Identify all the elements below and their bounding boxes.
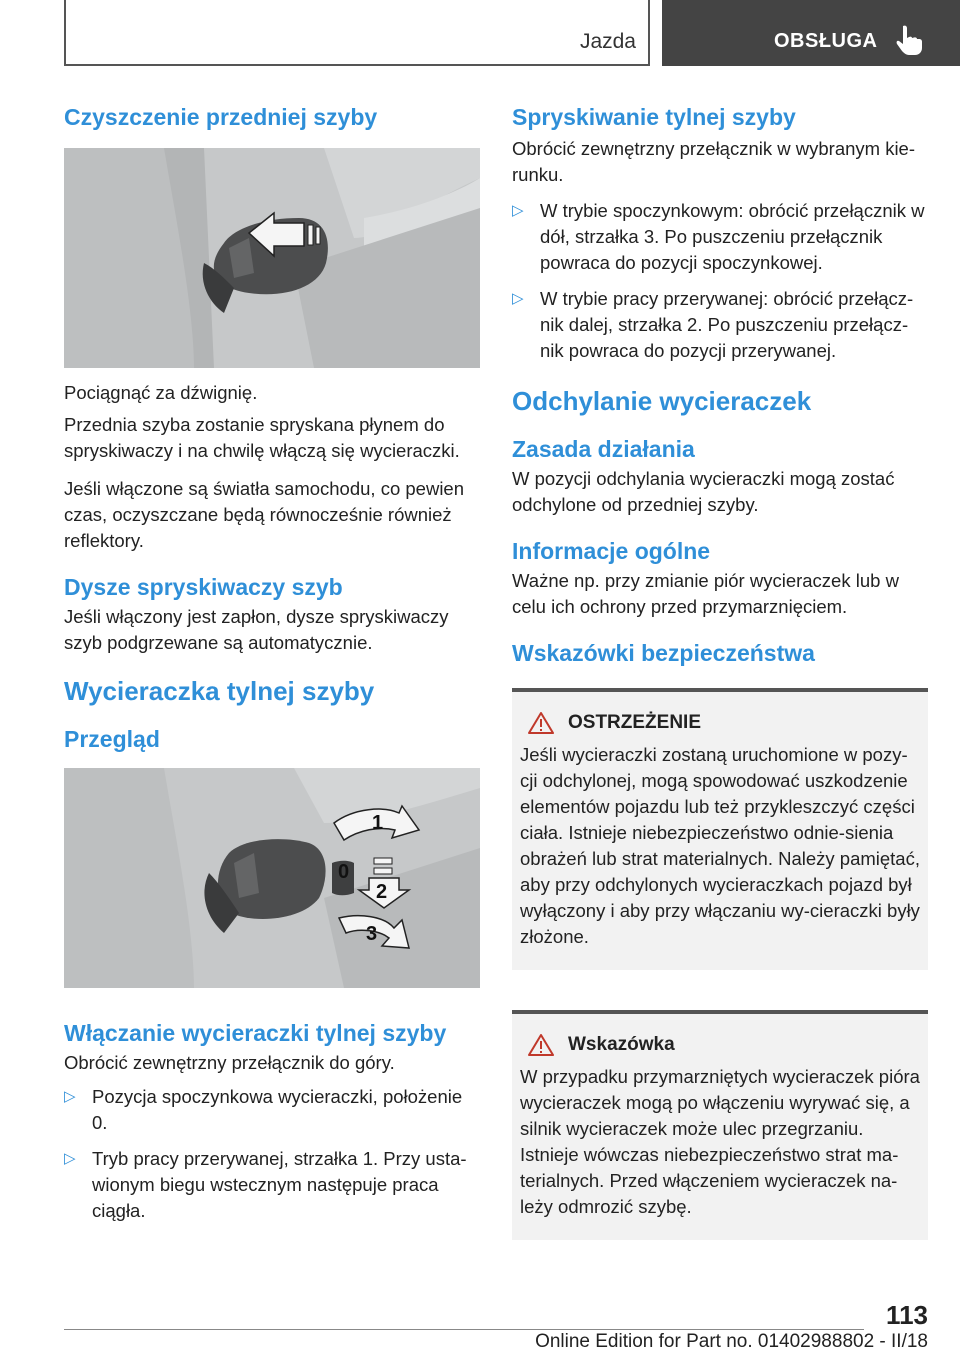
heading-principle: Zasada działania — [512, 436, 695, 462]
figure-rear-wiper-switch — [64, 768, 480, 988]
heading-safety-notes: Wskazówki bezpieczeństwa — [512, 640, 815, 666]
heading-washer-nozzles: Dysze spryskiwaczy szyb — [64, 574, 343, 600]
list-item: ▷ W trybie pracy przerywanej: obrócić przełącz-nik dalej, strzałka 2. Po puszczeniu przełącz-nik powraca do pozycji przerywanej. — [512, 288, 914, 361]
figure-label-1: 1 — [372, 812, 384, 834]
note-title: Wskazówka — [520, 1032, 920, 1058]
list-item: ▷ Pozycja spoczynkowa wycieraczki, położenie 0. — [64, 1086, 463, 1133]
paragraph-rear-window-spray: Obrócić zewnętrzny przełącznik w wybranym kie-runku. — [512, 138, 916, 185]
paragraph-nozzles: Jeśli włączony jest zapłon, dysze spryskiwaczy szyb podgrzewane są automatycznie. — [64, 606, 449, 653]
figure-label-3: 3 — [366, 923, 378, 945]
edition-note: Online Edition for Part no. 01402988802 - II/18 — [535, 1331, 928, 1352]
wiper-stalk-pull-illustration — [64, 148, 480, 368]
footer-rule — [64, 1329, 864, 1330]
paragraph-pull-lever: Pociągnąć za dźwignię. — [64, 382, 258, 403]
triangle-bullet-icon: ▷ — [64, 1150, 76, 1167]
figure-label-2: 2 — [376, 881, 388, 903]
heading-general-info: Informacje ogólne — [512, 538, 711, 564]
figure-label-0: 0 — [338, 861, 350, 883]
list-rear-wiper-modes — [64, 1084, 482, 1224]
heading-enable-rear-wiper: Włączanie wycieraczki tylnej szyby — [64, 1020, 447, 1046]
list-item: ▷ Tryb pracy przerywanej, strzałka 1. Przy usta-wionym biegu wstecznym następuje praca ciągła. — [64, 1148, 467, 1221]
header-rule-right — [648, 0, 650, 66]
note-box — [512, 1010, 928, 1240]
heading-rear-window-spray: Spryskiwanie tylnej szyby — [512, 104, 796, 130]
heading-overview: Przegląd — [64, 726, 160, 752]
left-column — [64, 100, 482, 1224]
warning-triangle-icon — [528, 1033, 554, 1057]
header-chapter-label: OBSŁUGA — [774, 30, 878, 52]
right-column — [512, 100, 930, 1240]
paragraph-general-info: Ważne np. przy zmianie piór wycieraczek lub w celu ich ochrony przed przymarznięciem. — [512, 570, 899, 617]
warning-text: Jeśli wycieraczki zostaną uruchomione w pozy-cji odchylonej, mogą spowodować uszkodzenie elementów pojazdu lub też przykleszczyć części ciała. Istnieje niebezpieczeństwo odnie-sienia obrażeń lub strat materialnych. Należy pamiętać, aby przy odchylonych wycieraczkach pojazd był wyłączony i aby przy włączaniu wy-cieraczki były złożone. — [520, 744, 920, 947]
header-chapter-tab[interactable] — [662, 0, 960, 66]
warning-triangle-icon — [528, 711, 554, 735]
header-section-title: Jazda — [579, 30, 636, 53]
paragraph-principle: W pozycji odchylania wycieraczki mogą zostać odchylone od przedniej szyby. — [512, 468, 895, 515]
triangle-bullet-icon: ▷ — [512, 290, 524, 307]
warning-box — [512, 688, 928, 970]
rear-wiper-switch-illustration — [64, 768, 480, 988]
page-number: 113 — [886, 1300, 928, 1330]
warning-title: OSTRZEŻENIE — [520, 710, 920, 736]
list-item: ▷ W trybie spoczynkowym: obrócić przełącznik w dół, strzałka 3. Po puszczeniu przełącznik powraca do pozycji spoczynkowej. — [512, 200, 925, 273]
figure-wiper-stalk-pull — [64, 148, 480, 368]
paragraph-enable-rear-wiper: Obrócić zewnętrzny przełącznik do góry. — [64, 1052, 395, 1073]
heading-tilt-wipers: Odchylanie wycieraczek — [512, 386, 812, 416]
note-text: W przypadku przymarzniętych wycieraczek pióra wycieraczek mogą po włączeniu wyrywać się, a silnik wycieraczek może ulec przegrzaniu. Istnieje wówczas niebezpieczeństwo strat ma-terialnych. Przed włączeniem wycieraczek na-leży odmrozić szybę. — [520, 1066, 920, 1217]
triangle-bullet-icon: ▷ — [64, 1088, 76, 1105]
header-rule-bottom — [64, 64, 650, 66]
list-rear-spray-modes — [512, 198, 930, 364]
pointing-hand-icon — [894, 24, 924, 56]
header-rule-left — [64, 0, 66, 66]
triangle-bullet-icon: ▷ — [512, 202, 524, 219]
paragraph-spray: Przednia szyba zostanie spryskana płynem do spryskiwaczy i na chwilę włączą się wycieraczki. — [64, 414, 460, 461]
heading-windshield-cleaning: Czyszczenie przedniej szyby — [64, 104, 378, 130]
paragraph-headlights: Jeśli włączone są światła samochodu, co pewien czas, oczyszczane będą równocześnie również reflektory. — [64, 478, 465, 551]
heading-rear-wiper: Wycieraczka tylnej szyby — [64, 676, 375, 706]
